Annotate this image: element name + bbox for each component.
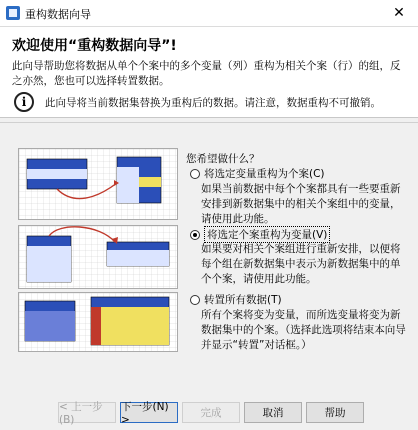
info-text: 此向导将当前数据集替换为重构后的数据。请注意，数据重构不可撤销。 [45,97,381,109]
back-button[interactable]: < 上一步(B) [58,402,116,423]
radio-transpose[interactable] [190,295,200,305]
option-cases-to-vars[interactable] [190,226,330,243]
app-icon [6,6,20,20]
help-button[interactable]: 帮助 [306,402,364,423]
illustration-cases-to-vars [18,225,178,289]
option-description: 如果当前数据中每个个案都具有一些要重新安排到新数据集中的相关个案组中的变量，请使用此功能。 [201,183,401,225]
close-button[interactable]: ✕ [393,5,405,21]
divider [0,122,418,123]
illustration-vars-to-cases [18,148,178,220]
radio-cases-to-vars[interactable] [190,230,200,240]
option-label[interactable]: 转置所有数据(T) [204,294,282,306]
next-button[interactable]: 下一步(N) > [120,402,178,423]
option-vars-to-cases[interactable] [190,166,325,181]
cancel-button[interactable]: 取消 [244,402,302,423]
title-bar [0,0,418,27]
option-description: 如果要对相关个案组进行重新安排，以便将每个组在新数据集中表示为新数据集中的单个个案，请使用此功能。 [201,243,401,285]
info-icon: i [14,92,34,112]
finish-button[interactable]: 完成 [182,402,240,423]
window-title: 重构数据向导 [25,8,91,21]
option-label[interactable]: 将选定变量重构为个案(C) [204,168,325,180]
option-transpose[interactable] [190,292,282,307]
page-title: 欢迎使用“重构数据向导”! [12,38,177,54]
page-description: 此向导帮助您将数据从单个个案中的多个变量（列）重构为相关个案（行）的组，反之亦然，您也可以选择转置数据。 [12,60,401,87]
option-description: 所有个案将变为变量，而所选变量将变为新数据集中的个案。（选择此选项将结束本向导并显示“转置”对话框。） [201,309,406,351]
option-label[interactable]: 将选定个案重构为变量(V) [204,226,330,243]
radio-vars-to-cases[interactable] [190,169,200,179]
illustration-transpose [18,292,178,352]
question-label: 您希望做什么？ [186,153,260,165]
